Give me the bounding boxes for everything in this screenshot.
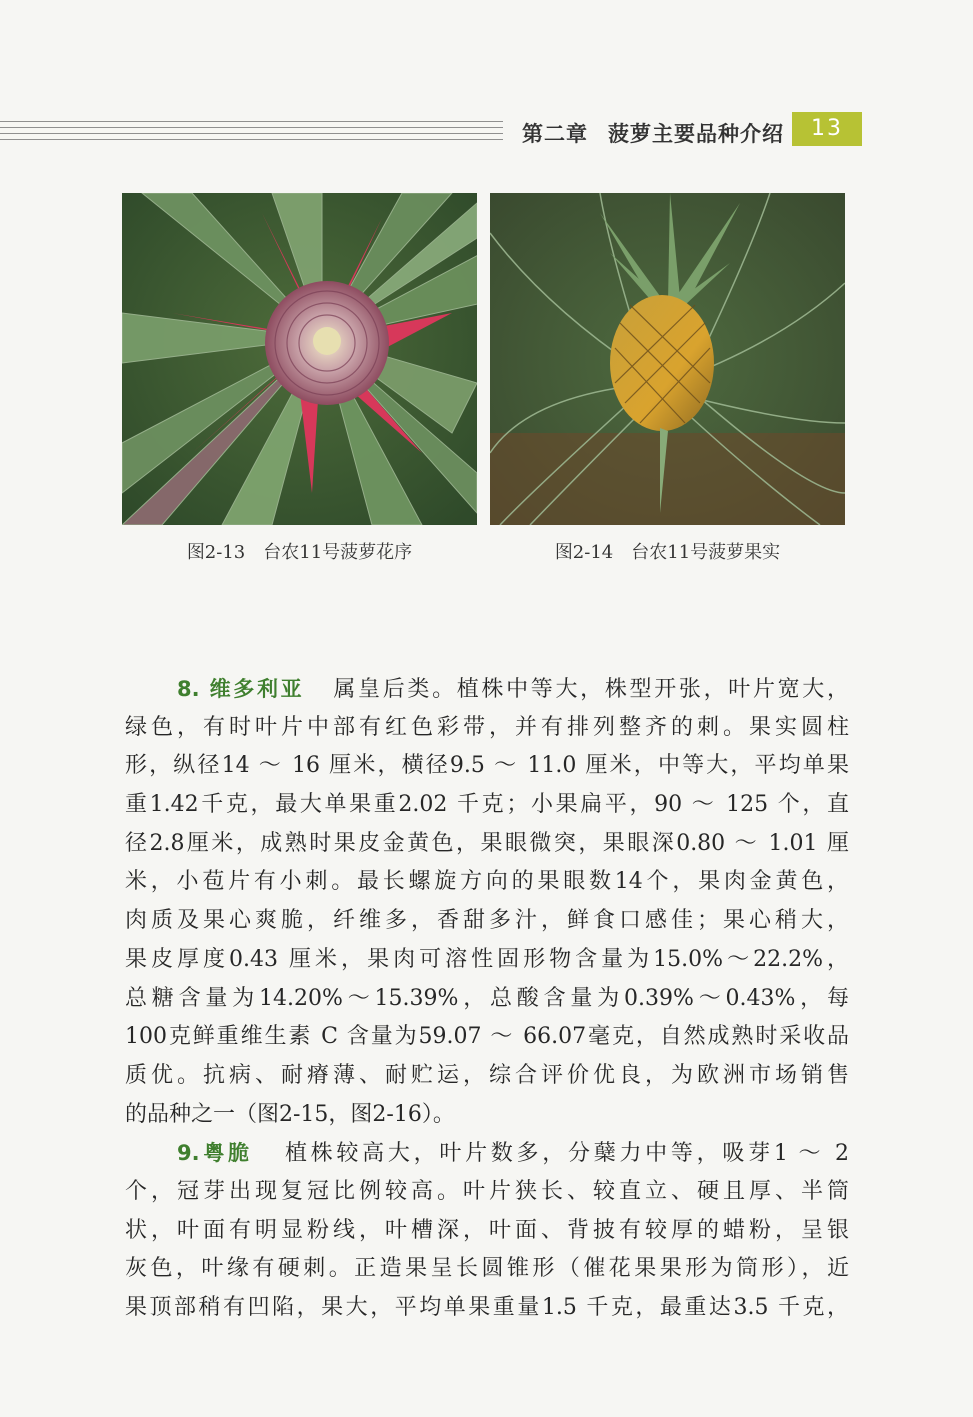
pineapple-inflorescence-photo [122,193,477,525]
text-line: 米，小苞片有小刺。最长螺旋方向的果眼数14个，果肉金黄色， [125,869,849,895]
chapter-title: 菠萝主要品种介绍 [608,122,784,146]
entry-text: 植株较高大，叶片数多，分蘖力中等，吸芽1 ～ 2 [284,1141,849,1167]
page-number: 13 [792,112,862,146]
header-rules [0,121,503,145]
text-line [125,1134,849,1173]
figure-label: 图2-13 [186,542,246,563]
text-line: 质优。抗病、耐瘠薄、耐贮运，综合评价优良，为欧洲市场销售 [125,1062,849,1088]
chapter-heading [522,118,784,148]
figure-caption-text: 台农11号菠萝果实 [631,542,781,563]
text-line: 绿色，有时叶片中部有红色彩带，并有排列整齐的刺。果实圆柱 [125,714,849,740]
text-line: 果顶部稍有凹陷，果大，平均单果重量1.5 千克，最重达3.5 千克， [125,1295,849,1320]
text-line: 肉质及果心爽脆，纤维多，香甜多汁，鲜食口感佳；果心稍大， [125,908,849,934]
text-line: 总糖含量为14.20%～15.39%，总酸含量为0.39%～0.43%，每 [125,985,849,1011]
text-line [125,670,849,709]
text-line: 灰色，叶缘有硬刺。正造果呈长圆锥形（催花果果形为筒形），近 [125,1256,849,1282]
figure-label: 图2-14 [554,542,614,563]
variety-entry-victoria [125,670,849,1134]
text-line: 径2.8厘米，成熟时果皮金黄色，果眼微突，果眼深0.80 ～ 1.01 厘 [125,830,849,856]
text-line: 形，纵径14 ～ 16 厘米，横径9.5 ～ 11.0 厘米，中等大，平均单果 [125,753,849,779]
figure-caption-2-14 [490,538,845,564]
entry-heading: 9.粤脆 [177,1141,253,1166]
chapter-label: 第二章 [522,122,588,146]
pineapple-fruit-photo [490,193,845,525]
variety-entry-yuecui [125,1134,849,1327]
text-line: 的品种之一（图2-15，图2-16）。 [125,1101,455,1127]
text-line: 状，叶面有明显粉线，叶槽深，叶面、背披有较厚的蜡粉，呈银 [125,1217,849,1243]
entry-heading: 8. 维多利亚 [177,677,305,701]
entry-text: 属皇后类。植株中等大，株型开张，叶片宽大， [333,677,849,702]
running-header [0,112,973,152]
text-line: 果皮厚度0.43 厘米，果肉可溶性固形物含量为15.0%～22.2%， [125,946,849,972]
text-line: 个，冠芽出现复冠比例较高。叶片狭长、较直立、硬且厚、半筒 [125,1178,849,1204]
text-line: 重1.42千克，最大单果重2.02 千克；小果扁平，90 ～ 125 个，直 [125,792,849,818]
figure-caption-2-13 [122,538,477,564]
figure-caption-text: 台农11号菠萝花序 [263,542,413,563]
text-line: 100克鲜重维生素 C 含量为59.07 ～ 66.07毫克，自然成熟时采收品 [125,1024,849,1050]
body-text [125,670,849,1328]
